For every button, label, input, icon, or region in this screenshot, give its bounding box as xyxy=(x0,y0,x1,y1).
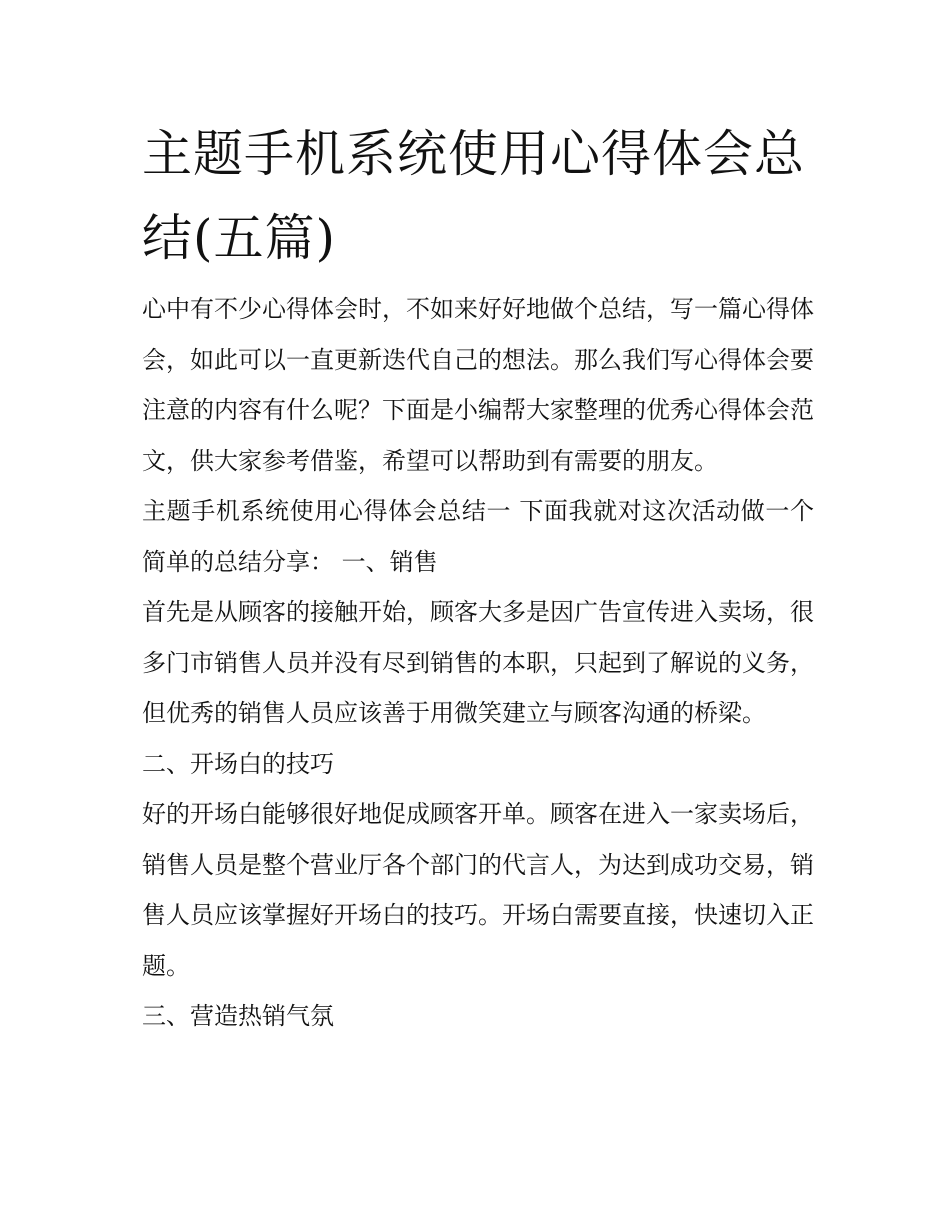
document-body xyxy=(142,112,814,1042)
section-heading-atmosphere: 三、营造热销气氛 xyxy=(142,1002,334,1030)
opening-paragraph: 好的开场白能够很好地促成顾客开单。顾客在进入一家卖场后，销售人员是整个营业厅各个部门的代言人，为达到成功交易，销售人员应该掌握好开场白的技巧。开场白需要直接，快速切入正题。 xyxy=(142,800,814,980)
sales-paragraph: 首先是从顾客的接触开始，顾客大多是因广告宣传进入卖场，很多门市销售人员并没有尽到销售的本职，只起到了解说的义务，但优秀的销售人员应该善于用微笑建立与顾客沟通的桥梁。 xyxy=(142,598,814,727)
section-heading-opening: 二、开场白的技巧 xyxy=(142,749,334,778)
intro-paragraph: 心中有不少心得体会时，不如来好好地做个总结，写一篇心得体会，如此可以一直更新迭代自己的想法。那么我们写心得体会要注意的内容有什么呢？下面是小编帮大家整理的优秀心得体会范文，供大家参考借鉴，希望可以帮助到有需要的朋友。 xyxy=(142,295,814,475)
document-title: 主题手机系统使用心得体会总结(五篇) xyxy=(142,125,805,267)
section-one-intro: 主题手机系统使用心得体会总结一 下面我就对这次活动做一个简单的总结分享： 一、销售 xyxy=(142,497,814,576)
